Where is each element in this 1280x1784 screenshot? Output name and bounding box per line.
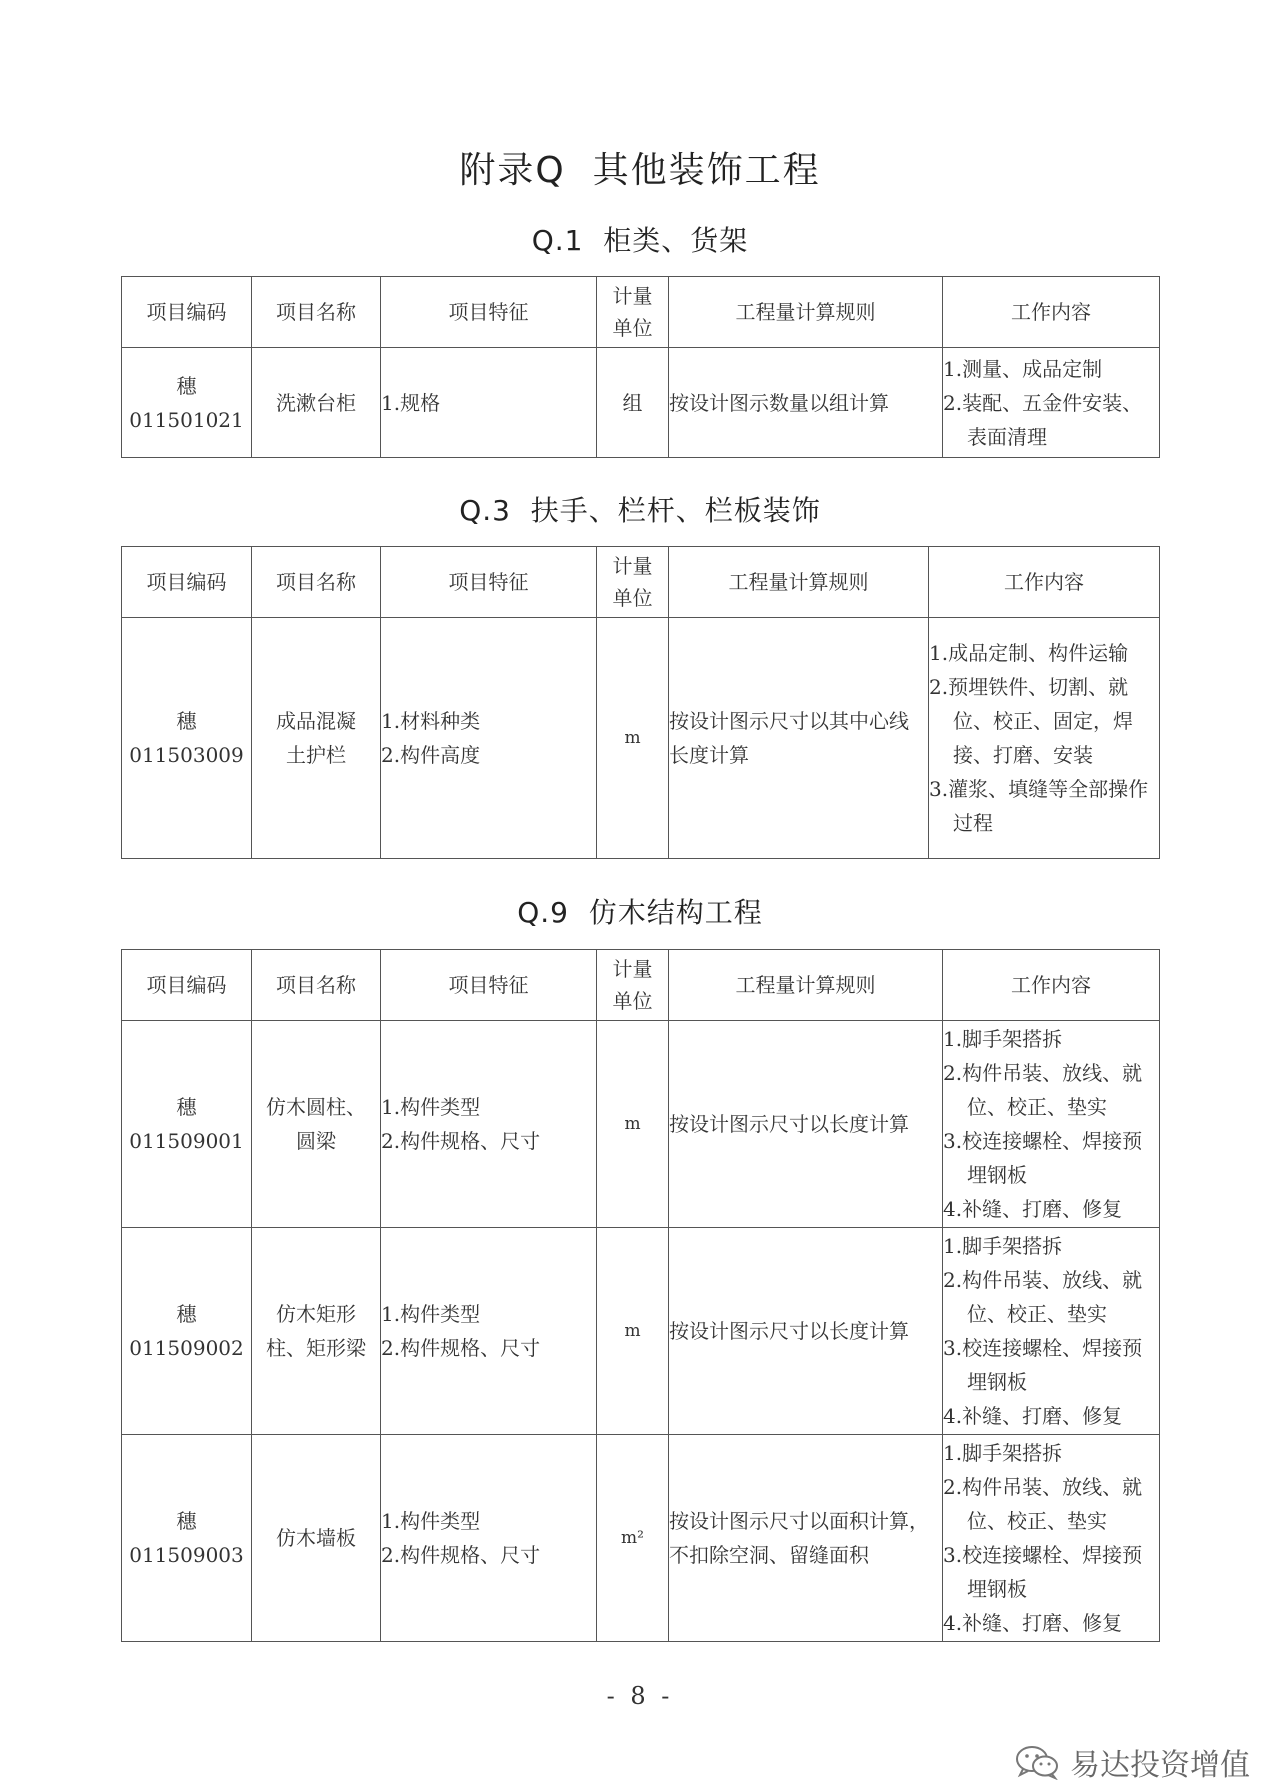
header-unit: 计量 单位 bbox=[597, 950, 669, 1021]
item-rule: 按设计图示尺寸以长度计算 bbox=[669, 1228, 943, 1435]
table-header-row bbox=[122, 950, 1160, 1021]
item-work: 1.脚手架搭拆 2.构件吊装、放线、就位、校正、垫实 3.校连接螺栓、焊接预埋钢板 4.补缝、打磨、修复 bbox=[943, 1435, 1160, 1642]
page-number: - 8 - bbox=[606, 1682, 674, 1710]
item-features: 1.构件类型 2.构件规格、尺寸 bbox=[381, 1228, 597, 1435]
item-rule: 按设计图示尺寸以面积计算，不扣除空洞、留缝面积 bbox=[669, 1435, 943, 1642]
item-rule: 按设计图示尺寸以其中心线长度计算 bbox=[669, 618, 929, 859]
table-row bbox=[122, 348, 1160, 458]
item-unit: m² bbox=[597, 1435, 669, 1642]
header-name: 项目名称 bbox=[252, 950, 381, 1021]
appendix-title: 附录Q 其他装饰工程 bbox=[459, 150, 821, 191]
header-code: 项目编码 bbox=[122, 950, 252, 1021]
item-unit: m bbox=[597, 1228, 669, 1435]
table-q3 bbox=[121, 546, 1160, 859]
table-row bbox=[122, 1021, 1160, 1228]
item-code: 穗 011501021 bbox=[122, 348, 252, 458]
section-title-q1: Q.1 柜类、货架 bbox=[531, 224, 749, 257]
header-code: 项目编码 bbox=[122, 277, 252, 348]
item-features: 1.构件类型 2.构件规格、尺寸 bbox=[381, 1435, 597, 1642]
item-code: 穗 011503009 bbox=[122, 618, 252, 859]
watermark-text: 易达投资增值 bbox=[1070, 1748, 1250, 1783]
item-unit: 组 bbox=[597, 348, 669, 458]
item-work: 1.成品定制、构件运输 2.预埋铁件、切割、就位、校正、固定，焊接、打磨、安装 3.灌浆、填缝等全部操作过程 bbox=[929, 618, 1160, 859]
header-rule: 工程量计算规则 bbox=[669, 950, 943, 1021]
section-title-q3: Q.3 扶手、栏杆、栏板装饰 bbox=[459, 494, 821, 527]
header-work: 工作内容 bbox=[929, 547, 1160, 618]
item-work: 1.脚手架搭拆 2.构件吊装、放线、就位、校正、垫实 3.校连接螺栓、焊接预埋钢板 4.补缝、打磨、修复 bbox=[943, 1021, 1160, 1228]
header-features: 项目特征 bbox=[381, 547, 597, 618]
header-rule: 工程量计算规则 bbox=[669, 547, 929, 618]
item-work: 1.脚手架搭拆 2.构件吊装、放线、就位、校正、垫实 3.校连接螺栓、焊接预埋钢板 4.补缝、打磨、修复 bbox=[943, 1228, 1160, 1435]
item-code: 穗 011509001 bbox=[122, 1021, 252, 1228]
header-code: 项目编码 bbox=[122, 547, 252, 618]
item-rule: 按设计图示数量以组计算 bbox=[669, 348, 943, 458]
header-unit: 计量 单位 bbox=[597, 547, 669, 618]
header-name: 项目名称 bbox=[252, 277, 381, 348]
wechat-watermark bbox=[1014, 1740, 1250, 1784]
table-row bbox=[122, 1435, 1160, 1642]
item-features: 1.构件类型 2.构件规格、尺寸 bbox=[381, 1021, 597, 1228]
item-name: 仿木矩形 柱、矩形梁 bbox=[252, 1228, 381, 1435]
item-rule: 按设计图示尺寸以长度计算 bbox=[669, 1021, 943, 1228]
table-header-row bbox=[122, 277, 1160, 348]
item-unit: m bbox=[597, 1021, 669, 1228]
item-code: 穗 011509003 bbox=[122, 1435, 252, 1642]
section-title-q9: Q.9 仿木结构工程 bbox=[517, 896, 763, 929]
item-name: 仿木墙板 bbox=[252, 1435, 381, 1642]
item-name: 洗漱台柜 bbox=[252, 348, 381, 458]
header-name: 项目名称 bbox=[252, 547, 381, 618]
item-name: 仿木圆柱、 圆梁 bbox=[252, 1021, 381, 1228]
item-work: 1.测量、成品定制 2.装配、五金件安装、表面清理 bbox=[943, 348, 1160, 458]
table-q1 bbox=[121, 276, 1160, 458]
header-unit: 计量 单位 bbox=[597, 277, 669, 348]
item-code: 穗 011509002 bbox=[122, 1228, 252, 1435]
header-work: 工作内容 bbox=[943, 950, 1160, 1021]
header-rule: 工程量计算规则 bbox=[669, 277, 943, 348]
table-header-row bbox=[122, 547, 1160, 618]
header-features: 项目特征 bbox=[381, 950, 597, 1021]
table-row bbox=[122, 618, 1160, 859]
item-features: 1.材料种类 2.构件高度 bbox=[381, 618, 597, 859]
header-features: 项目特征 bbox=[381, 277, 597, 348]
table-q9 bbox=[121, 949, 1160, 1642]
item-unit: m bbox=[597, 618, 669, 859]
item-features: 1.规格 bbox=[381, 348, 597, 458]
header-work: 工作内容 bbox=[943, 277, 1160, 348]
item-name: 成品混凝 土护栏 bbox=[252, 618, 381, 859]
table-row bbox=[122, 1228, 1160, 1435]
